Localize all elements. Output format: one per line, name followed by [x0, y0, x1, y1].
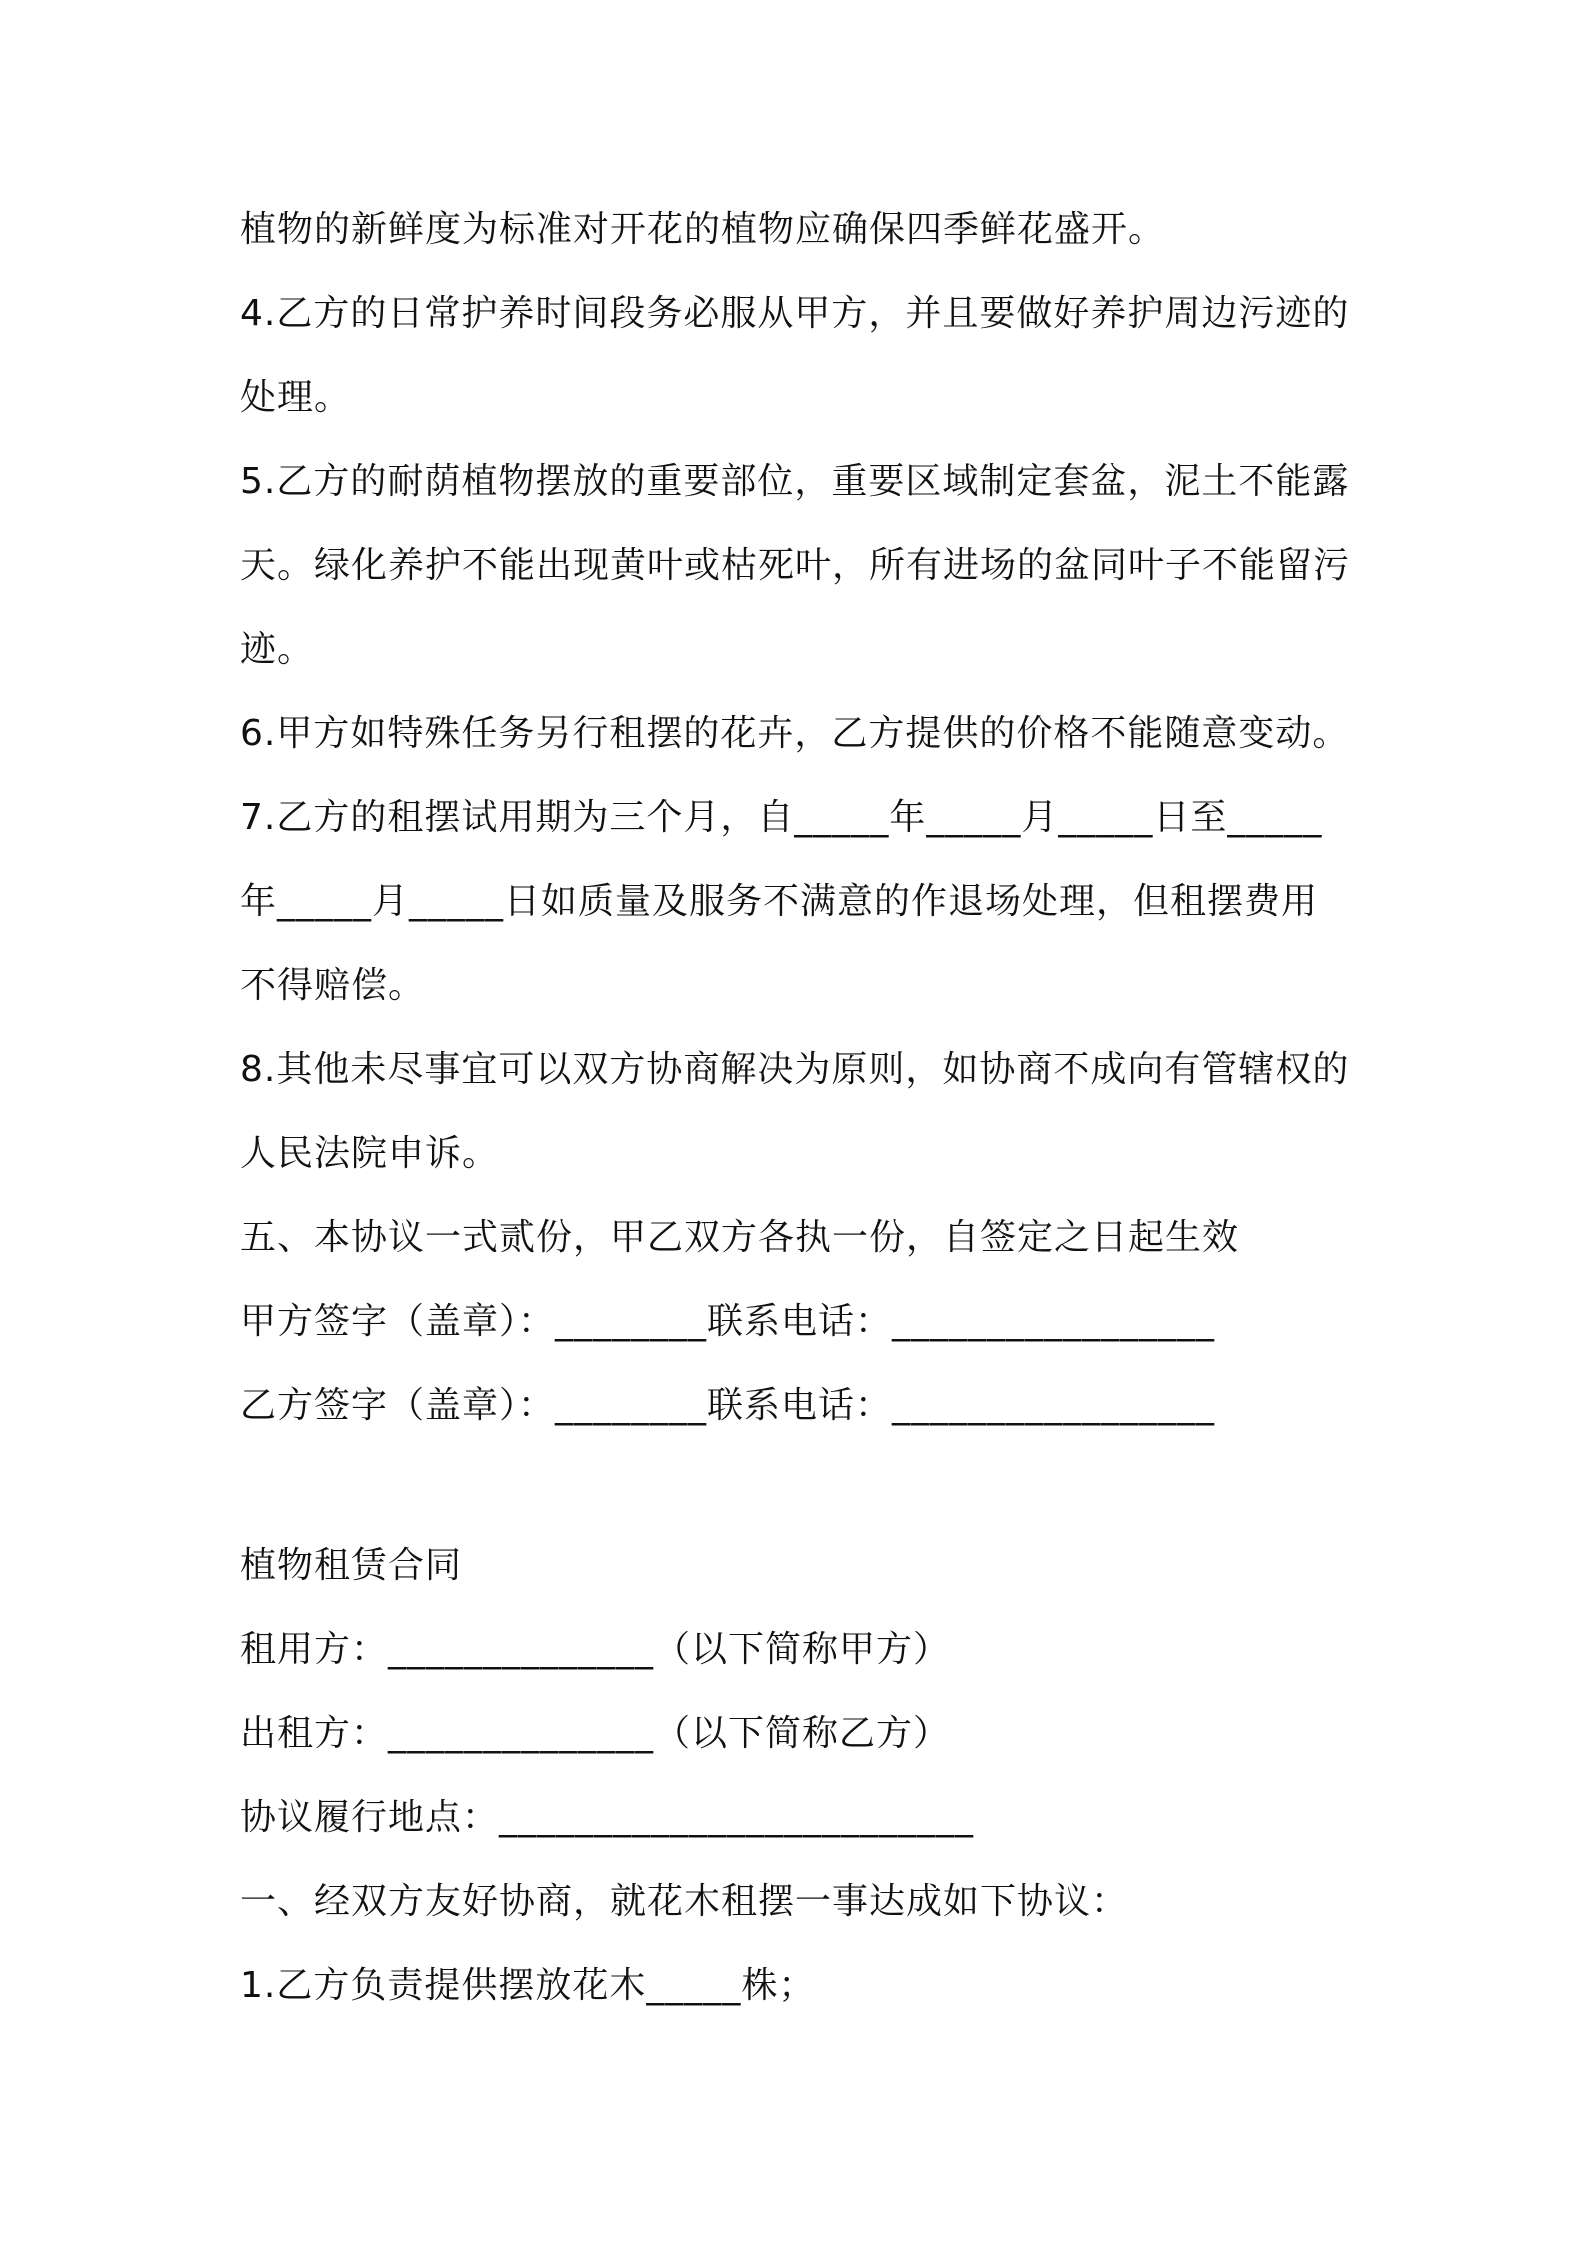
clause-one-line: 1.乙方负责提供摆放花木_____株； [240, 1965, 816, 2006]
text-line: 4.乙方的日常护养时间段务必服从甲方，并且要做好养护周边污迹的 [240, 293, 1350, 334]
lessor-line: 出租方：______________（以下简称乙方） [240, 1713, 951, 1754]
text-line: 处理。 [240, 377, 352, 418]
lessee-line: 租用方：______________（以下简称甲方） [240, 1629, 951, 1670]
text-line: 年_____月_____日如质量及服务不满意的作退场处理，但租摆费用 [240, 881, 1319, 922]
contract-title: 植物租赁合同 [240, 1545, 463, 1586]
text-line: 7.乙方的租摆试用期为三个月，自_____年_____月_____日至_____ [240, 797, 1323, 838]
party-b-signature-line: 乙方签字（盖章）：________联系电话：_________________ [240, 1385, 1216, 1426]
text-line: 5.乙方的耐荫植物摆放的重要部位，重要区域制定套盆，泥土不能露 [240, 461, 1350, 502]
section-one-heading: 一、经双方友好协商，就花木租摆一事达成如下协议： [240, 1881, 1129, 1922]
text-line: 天。绿化养护不能出现黄叶或枯死叶，所有进场的盆同叶子不能留污 [240, 545, 1351, 586]
text-line: 8.其他未尽事宜可以双方协商解决为原则，如协商不成向有管辖权的 [240, 1049, 1350, 1090]
party-a-signature-line: 甲方签字（盖章）：________联系电话：_________________ [240, 1301, 1216, 1342]
text-line: 迹。 [240, 629, 315, 670]
text-line: 植物的新鲜度为标准对开花的植物应确保四季鲜花盛开。 [240, 209, 1166, 250]
text-line: 不得赔偿。 [240, 965, 426, 1006]
text-line: 人民法院申诉。 [240, 1133, 500, 1174]
text-line: 6.甲方如特殊任务另行租摆的花卉，乙方提供的价格不能随意变动。 [240, 713, 1350, 754]
agreement-location-line: 协议履行地点：_________________________ [240, 1797, 975, 1838]
clause-five-line: 五、本协议一式贰份，甲乙双方各执一份，自签定之日起生效 [240, 1217, 1240, 1258]
